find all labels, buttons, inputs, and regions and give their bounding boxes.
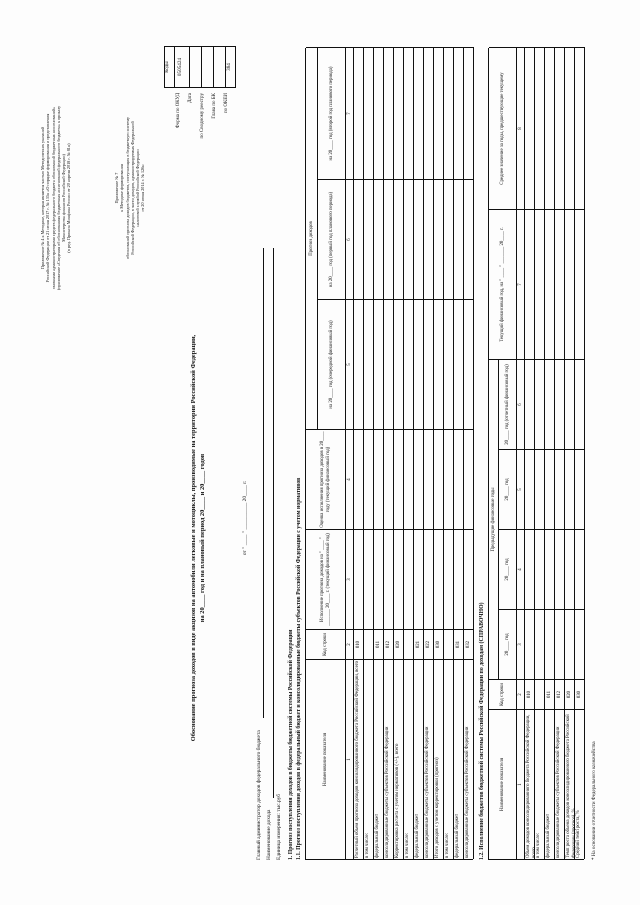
- value-cell: [424, 299, 434, 429]
- approval-block: [40, 48, 72, 348]
- value-cell: [555, 209, 565, 359]
- value-cell: [444, 299, 454, 429]
- value-cell: [525, 609, 535, 679]
- value-cell: [384, 299, 394, 429]
- value-cell: [414, 529, 424, 629]
- row-name: в том числе:: [444, 659, 454, 859]
- value-cell: [464, 179, 474, 299]
- value-cell: [374, 179, 384, 299]
- value-cell: [364, 429, 374, 529]
- row-name: Расчетный объем прогноза доходов консолидированного бюджета Российской Федерации, всего: [354, 659, 364, 859]
- row-name: Средний темп роста, %: [575, 709, 585, 859]
- header-evaluation: Оценка исполнения прогноза доходов в 20____ году (текущий финансовый год): [306, 429, 346, 529]
- rotated-document: [32, 28, 608, 868]
- appendix-block: [114, 63, 146, 313]
- row-code: [535, 679, 545, 709]
- value-cell: [374, 529, 384, 629]
- value-cell: [404, 529, 414, 629]
- value-cell: [364, 529, 374, 629]
- appendix-text: Приложение № 7 к Методике формирования обоснований прогноза доходов бюджетов, поступающих в бюджетную систему Российской Федерации, в части доходов, администрируемых Федеральной налоговой службой Российской Федерации от 20 июня 2014 г. № 126н: [114, 117, 146, 259]
- field-income-line: [273, 248, 274, 798]
- row-code: 020: [565, 679, 575, 709]
- label-date: Дата: [188, 93, 193, 103]
- value-cell: [575, 47, 585, 209]
- value-cell: [424, 47, 434, 179]
- value-cell: [394, 429, 404, 529]
- row-name: консолидированные бюджеты субъектов Российской Федерации: [384, 659, 394, 859]
- value-cell: [575, 449, 585, 529]
- header-year-3: 20____ год: [499, 449, 517, 529]
- value-cell: [364, 47, 374, 179]
- value-cell: [535, 47, 545, 209]
- section-1-2-title: 1.2. Исполнение бюджетов бюджетной системы Российской Федерации по доходам (СПРАВОЧНО): [479, 602, 485, 860]
- row-code: 012: [555, 679, 565, 709]
- value-cell: [454, 47, 464, 179]
- value-cell: [374, 47, 384, 179]
- label-okud: Форма по ОКУД: [176, 93, 181, 129]
- label-registry: по Сводному реестру: [200, 93, 205, 139]
- field-administrator-line: [263, 248, 264, 718]
- column-number: 5: [517, 449, 525, 529]
- value-cell: [404, 429, 414, 529]
- value-cell: [535, 359, 545, 449]
- value-cell: [535, 209, 545, 359]
- row-name: Объем доходов консолидированного бюджета Российской Федерации, всего: [525, 709, 535, 859]
- row-code: 010: [354, 629, 364, 659]
- row-code: 012: [384, 629, 394, 659]
- row-code: [444, 629, 454, 659]
- header-name: Наименование показателя: [306, 659, 346, 859]
- value-cell: [384, 529, 394, 629]
- column-number: 5: [346, 299, 354, 429]
- value-cell: [545, 529, 555, 609]
- column-number: 7: [346, 47, 354, 179]
- value-cell: [434, 179, 444, 299]
- value-cell: [364, 179, 374, 299]
- value-cell: [575, 529, 585, 609]
- value-cell: [394, 179, 404, 299]
- row-name: консолидированные бюджеты субъектов Российской Федерации: [464, 659, 474, 859]
- row-name: в том числе:: [364, 659, 374, 859]
- value-cell: [434, 47, 444, 179]
- value-cell: [454, 299, 464, 429]
- value-cell: [545, 47, 555, 209]
- value-cell: [404, 179, 414, 299]
- header-average: Среднее значение за годы, предшествующие текущему: [489, 47, 517, 209]
- value-cell: [565, 529, 575, 609]
- row-name: в том числе:: [535, 709, 545, 859]
- column-number: 1: [346, 659, 354, 859]
- header-year-2: 20____ год: [499, 529, 517, 609]
- section-1-title: 1. Прогноз поступления доходов в бюджеты бюджетной системы Российской Федерации: [288, 629, 294, 860]
- row-code: 032: [464, 629, 474, 659]
- codes-header: Коды: [164, 46, 175, 88]
- row-code: 022: [424, 629, 434, 659]
- value-cell: [525, 449, 535, 529]
- document-subtitle: на 20____ год и на плановый период 20____ и 20____ годов: [199, 453, 206, 623]
- column-number: 4: [517, 529, 525, 609]
- value-cell: [464, 47, 474, 179]
- label-chapter: Глава по БК: [212, 93, 217, 119]
- value-cell: [434, 299, 444, 429]
- code-date: [189, 47, 201, 87]
- value-cell: [575, 359, 585, 449]
- value-cell: [384, 429, 394, 529]
- value-cell: [575, 209, 585, 359]
- value-cell: [525, 209, 535, 359]
- row-code: 011: [545, 679, 555, 709]
- row-code: 031: [454, 629, 464, 659]
- column-number: 6: [517, 359, 525, 449]
- approval-text: Приложение № 4 к Методике, которая является частью Методических указаний Российской Федерации от 21 июня 2017 г. № 135н «О порядке формирования и представления главными администраторами средств федерального бюджета обоснований бюджетных ассигнований» (приложение «Сведения об обоснованиях бюджетных ассигнований федерального бюджета» к приказу Министерства финансов Российской Федерации) (в ред. Приказа Минфина России от 20 апреля 2018 г. № 81н): [40, 105, 72, 291]
- code-okud: 0505424: [177, 57, 183, 77]
- code-chapter: [213, 47, 225, 87]
- column-number: 3: [517, 609, 525, 679]
- header-execution: Исполнение прогноза доходов на " ____ " _______ 20____ г. (текущий финансовый год): [306, 529, 346, 629]
- row-code: 010: [525, 679, 535, 709]
- value-cell: [565, 449, 575, 529]
- value-cell: [555, 529, 565, 609]
- value-cell: [444, 529, 454, 629]
- value-cell: [374, 299, 384, 429]
- value-cell: [575, 609, 585, 679]
- value-cell: [545, 359, 555, 449]
- row-code: 021: [414, 629, 424, 659]
- value-cell: [434, 429, 444, 529]
- value-cell: [545, 449, 555, 529]
- value-cell: [464, 429, 474, 529]
- header-reporting-year: 20____ год (отчетный финансовый год): [499, 359, 517, 449]
- row-name: консолидированные бюджеты субъектов Российской Федерации: [555, 709, 565, 859]
- value-cell: [414, 179, 424, 299]
- value-cell: [394, 299, 404, 429]
- value-cell: [555, 47, 565, 209]
- header-forecast: Прогноз доходов: [306, 47, 318, 429]
- column-number: 7: [517, 209, 525, 359]
- value-cell: [555, 609, 565, 679]
- code-okei: 384: [225, 47, 232, 87]
- row-name: федеральный бюджет: [374, 659, 384, 859]
- row-code: 020: [394, 629, 404, 659]
- row-name: Темп роста объема доходов консолидированного бюджета Российской Федерации (прогноз), %: [565, 709, 575, 859]
- value-cell: [364, 299, 374, 429]
- field-income-name: Наименование дохода: [266, 809, 272, 860]
- value-cell: [394, 529, 404, 629]
- column-number: 6: [346, 179, 354, 299]
- header-name: Наименование показателя: [489, 709, 517, 859]
- value-cell: [424, 529, 434, 629]
- column-number: 2: [517, 679, 525, 709]
- value-cell: [555, 359, 565, 449]
- row-name: Итого доходов с учетом корректировки (прогноз): [434, 659, 444, 859]
- value-cell: [555, 449, 565, 529]
- column-number: 3: [346, 529, 354, 629]
- value-cell: [444, 47, 454, 179]
- value-cell: [374, 429, 384, 529]
- forecast-table: [305, 48, 473, 860]
- code-registry: [201, 47, 213, 87]
- row-code: 011: [374, 629, 384, 659]
- value-cell: [414, 47, 424, 179]
- value-cell: [444, 429, 454, 529]
- field-unit: Единица измерения: тыс.руб: [276, 794, 282, 860]
- value-cell: [454, 179, 464, 299]
- column-number: 1: [517, 709, 525, 859]
- value-cell: [565, 359, 575, 449]
- value-cell: [424, 429, 434, 529]
- value-cell: [414, 429, 424, 529]
- value-cell: [354, 529, 364, 629]
- value-cell: [354, 299, 364, 429]
- label-okei: по ОКЕИ: [224, 93, 229, 114]
- value-cell: [545, 609, 555, 679]
- column-number: 8: [517, 47, 525, 209]
- value-cell: [464, 529, 474, 629]
- header-year-1: 20____ год: [499, 609, 517, 679]
- value-cell: [525, 359, 535, 449]
- row-name: в том числе:: [404, 659, 414, 859]
- value-cell: [354, 47, 364, 179]
- row-name: федеральный бюджет: [545, 709, 555, 859]
- value-cell: [414, 299, 424, 429]
- row-code: 030: [434, 629, 444, 659]
- value-cell: [444, 179, 454, 299]
- value-cell: [565, 609, 575, 679]
- value-cell: [394, 47, 404, 179]
- row-code: [364, 629, 374, 659]
- header-previous-years: Предыдущие финансовые годы: [489, 359, 499, 679]
- section-1-1-title: 1.1. Прогноз поступления доходов в федеральный бюджет и консолидированные бюджеты субъектов Российской Федерации с учетом нормативов: [296, 477, 302, 860]
- execution-table: [488, 48, 584, 860]
- row-name: консолидированные бюджеты субъектов Российской Федерации: [424, 659, 434, 859]
- row-code: [404, 629, 414, 659]
- value-cell: [404, 47, 414, 179]
- value-cell: [545, 209, 555, 359]
- value-cell: [565, 209, 575, 359]
- column-number: 2: [346, 629, 354, 659]
- row-name: федеральный бюджет: [454, 659, 464, 859]
- field-administrator: Главный администратор доходов федерального бюджета: [256, 730, 262, 860]
- value-cell: [424, 179, 434, 299]
- value-cell: [535, 609, 545, 679]
- value-cell: [354, 429, 364, 529]
- header-forecast-year-1: на 20____ год (очередной финансовый год): [318, 299, 346, 429]
- value-cell: [454, 429, 464, 529]
- row-code: 030: [575, 679, 585, 709]
- row-name: федеральный бюджет: [414, 659, 424, 859]
- header-current-year: Текущий финансовый год, на " ____ " _______ 20____ г.: [489, 209, 517, 359]
- document-title: Обоснование прогноза доходов в виде акцизов на автомобили легковые и мотоциклы, производимые на территории Российской Федерации,: [190, 334, 197, 742]
- value-cell: [384, 47, 394, 179]
- value-cell: [454, 529, 464, 629]
- value-cell: [535, 449, 545, 529]
- header-code: Код строки: [489, 679, 517, 709]
- value-cell: [434, 529, 444, 629]
- document-date: от " ____ " __________ 20____ г.: [242, 480, 248, 556]
- value-cell: [354, 179, 364, 299]
- column-number: 4: [346, 429, 354, 529]
- value-cell: [565, 47, 575, 209]
- header-forecast-year-2: на 20____ год (первый год планового периода): [318, 179, 346, 299]
- footnote: * На основании отчетности Федерального казначейства: [592, 741, 597, 860]
- value-cell: [525, 47, 535, 209]
- value-cell: [535, 529, 545, 609]
- codes-box: [174, 46, 236, 88]
- header-forecast-year-3: на 20____ год (второй год планового периода): [318, 47, 346, 179]
- value-cell: [464, 299, 474, 429]
- row-name: Корректировка расчета с учетом нормативов (+/-), всего: [394, 659, 404, 859]
- value-cell: [404, 299, 414, 429]
- value-cell: [384, 179, 394, 299]
- value-cell: [525, 529, 535, 609]
- header-code: Код строки: [306, 629, 346, 659]
